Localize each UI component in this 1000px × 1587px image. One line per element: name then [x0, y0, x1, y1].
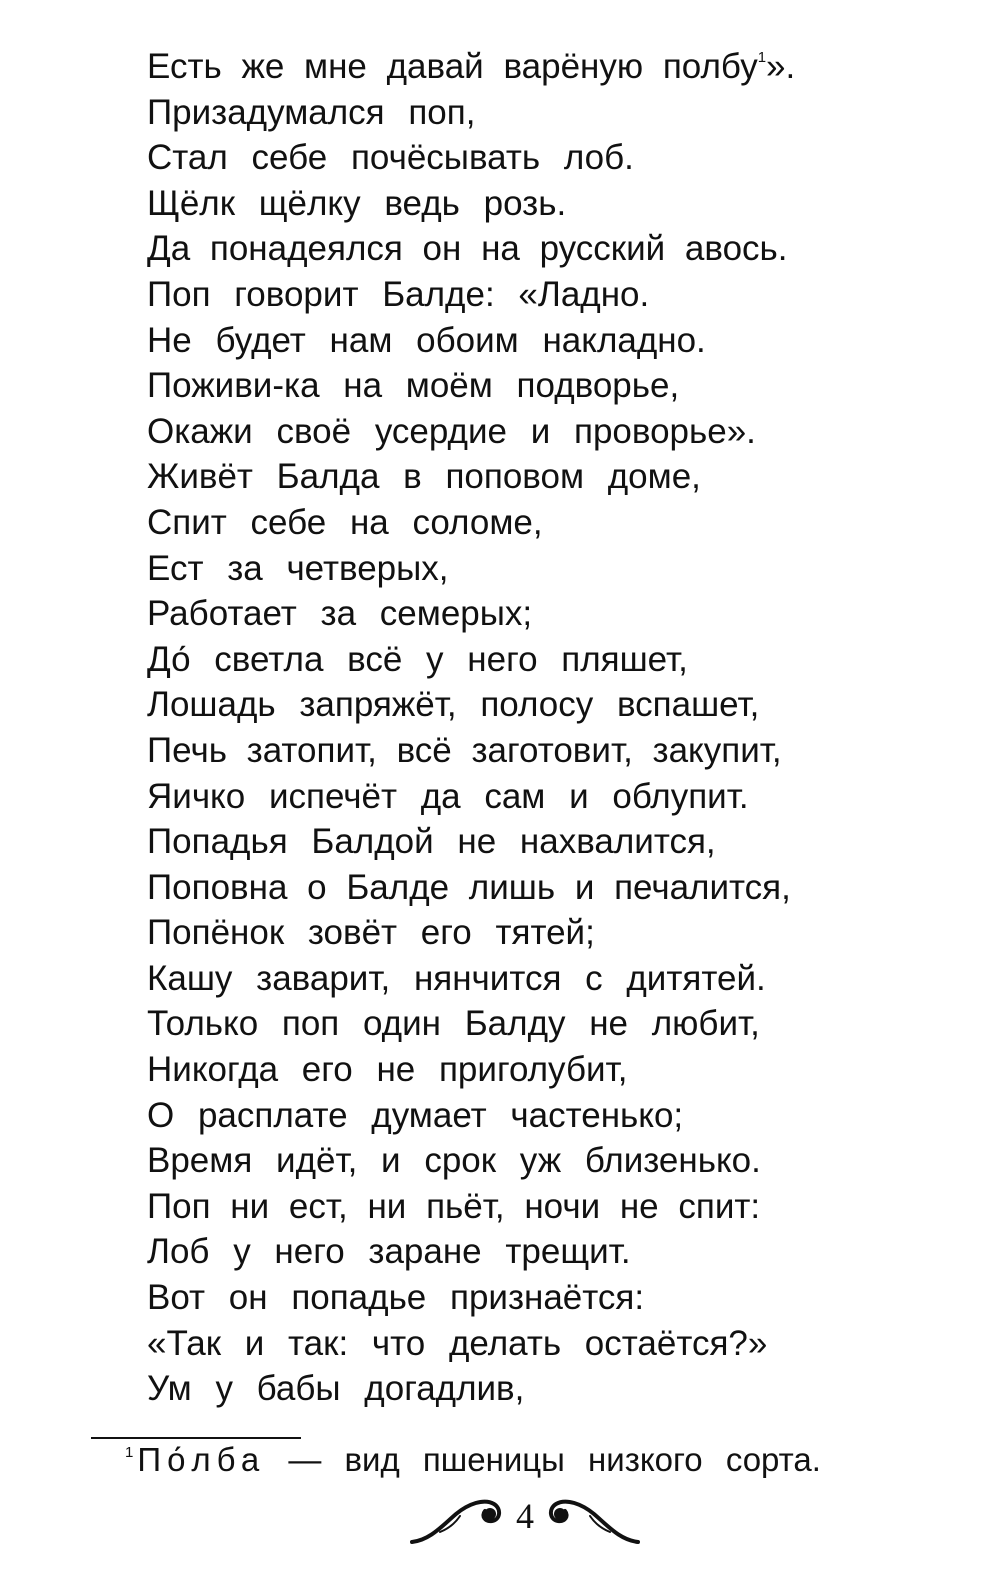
footnote-definition: — вид пшеницы низкого сорта. [288, 1441, 821, 1478]
verse-line: Живёт Балда в поповом доме, [147, 457, 701, 497]
verse-line: Поп говорит Балде: «Ладно. [147, 274, 650, 314]
verse-line-tail: ». [766, 47, 796, 86]
verse-line: Только поп один Балду не любит, [147, 1004, 760, 1044]
verse-line: Попадья Балдой не нахвалится, [147, 822, 716, 862]
verse-line: Призадумался поп, [147, 92, 476, 132]
verse-line: Щёлк щёлку ведь розь. [147, 183, 567, 223]
page-number: 4 [516, 1496, 534, 1536]
verse-line: Работает за семерых; [147, 594, 533, 634]
footnote-term: По́лба [137, 1441, 266, 1478]
verse-line: Ум у бабы догадлив, [147, 1369, 525, 1409]
verse-line: Ест за четверых, [147, 548, 449, 588]
verse-line: Поповна о Балде лишь и печалится, [147, 867, 791, 907]
verse-line: Лошадь запряжёт, полосу вспашет, [147, 685, 760, 725]
verse-line: Поп ни ест, ни пьёт, ночи не спит: [147, 1186, 761, 1226]
footnote-reference: 1 [757, 49, 767, 66]
verse-line: Окажи своё усердие и проворье». [147, 411, 756, 451]
verse-line: Попёнок зовёт его тятей; [147, 913, 595, 953]
verse-line: Печь затопит, всё заготовит, закупит, [147, 730, 782, 770]
footnote-marker: 1 [125, 1444, 134, 1461]
verse-line: Кашу заварит, нянчится с дитятей. [147, 958, 766, 998]
page-folio [410, 1492, 640, 1548]
verse-line: Да понадеялся он на русский авось. [147, 229, 788, 269]
verse-line: Яичко испечёт да сам и облупит. [147, 776, 749, 816]
left-flourish-icon [410, 1492, 510, 1548]
verse-line: Не будет нам обоим накладно. [147, 320, 706, 360]
right-flourish-icon [540, 1492, 640, 1548]
verse-line: Никогда его не приголубит, [147, 1050, 628, 1090]
verse-line [147, 44, 947, 90]
verse-line: Поживи-ка на моём подворье, [147, 366, 680, 406]
verse-line-text: Есть же мне давай варёную полбу [147, 47, 758, 86]
verse-line: О расплате думает частенько; [147, 1095, 684, 1135]
verse-line: Время идёт, и срок уж близенько. [147, 1141, 761, 1181]
verse-line: Лоб у него заране трещит. [147, 1232, 631, 1272]
poem-text [147, 44, 947, 1412]
verse-line: «Так и так: что делать остаётся?» [147, 1323, 768, 1363]
verse-line: Вот он попадье признаётся: [147, 1278, 645, 1318]
verse-line: Спит себе на соломе, [147, 502, 543, 542]
footnote [125, 1438, 821, 1489]
verse-line: Стал себе почёсывать лоб. [147, 138, 634, 178]
verse-line: До́ светла всё у него пляшет, [147, 639, 688, 679]
